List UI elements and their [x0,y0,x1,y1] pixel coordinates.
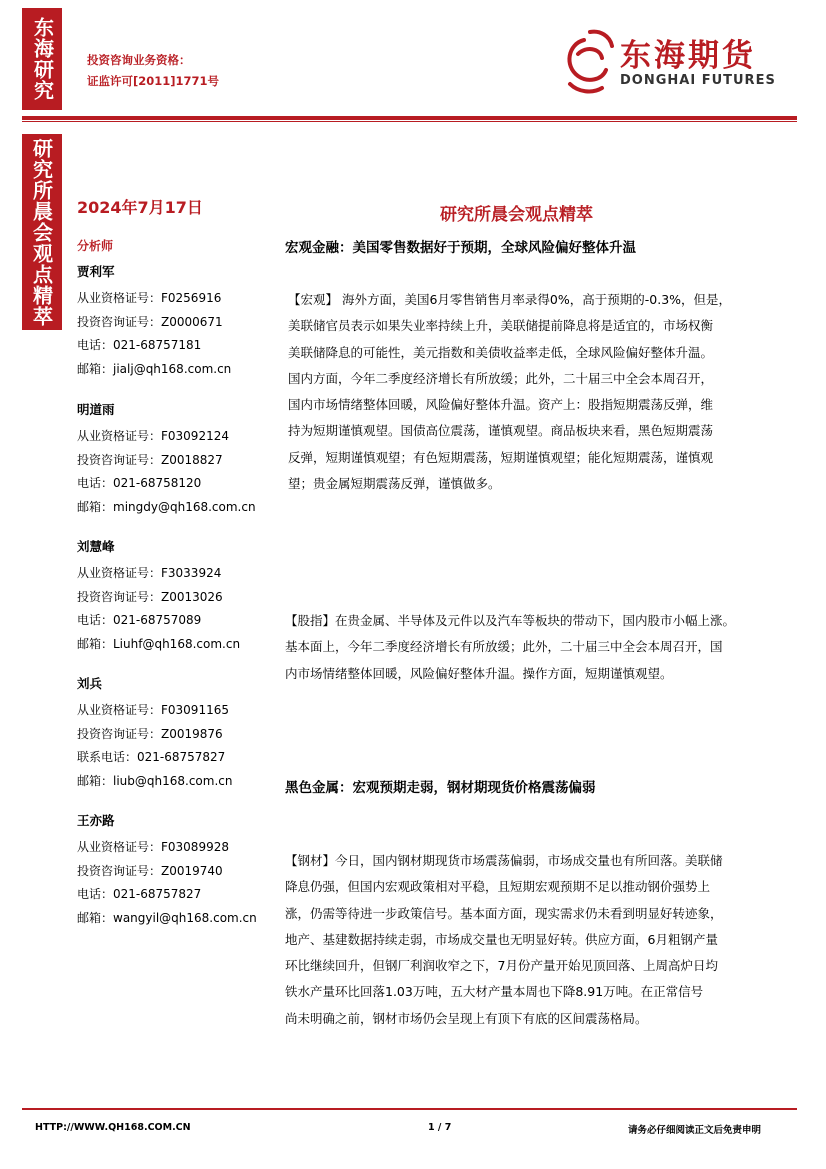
paragraph-line: 望；贵金属短期震荡反弹，谨慎做多。 [288,476,501,492]
paragraph-steel [285,848,800,1032]
paragraph-line: 基本面上，今年二季度经济增长有所放缓；此外，二十届三中全会本周召开，国 [285,639,723,655]
analyst-info-line: 邮箱：jialj@qh168.com.cn [77,361,232,376]
analyst-info-line: 电话：021-68758120 [77,476,202,490]
analyst-info-line: 从业资格证号：F03092124 [77,429,229,443]
main-title: 研究所晨会观点精萃 [440,205,593,225]
footer-divider [22,1108,797,1110]
analyst-name: 刘慧峰 [77,539,115,554]
paragraph-line: 美联储降息的可能性，美元指数和美债收益率走低，全球风险偏好整体升温。 [288,344,714,360]
report-date: 2024年7月17日 [77,198,203,217]
analyst-info-line: 邮箱：wangyil@qh168.com.cn [77,910,257,925]
header-divider-thin [22,121,797,122]
paragraph-line: 持为短期谨慎观望。国债高位震荡，谨慎观望。商品板块来看，黑色短期震荡 [288,423,714,439]
analyst-name: 刘兵 [77,676,103,691]
section-title-macro: 宏观金融：美国零售数据好于预期，全球风险偏好整体升温 [285,240,636,256]
section-title-ferrous: 黑色金属：宏观预期走弱，钢材期现货价格震荡偏弱 [285,780,596,796]
analyst-info-line: 投资咨询证号：Z0018827 [77,452,223,467]
side-label: 研究所晨会观点精萃 [22,134,62,330]
paragraph-line: 尚未明确之前，钢材市场仍会呈现上有顶下有底的区间震荡格局。 [285,1010,648,1026]
paragraph-line: 环比继续回升，但钢厂利润收窄之下，7月份产量开始见顶回落、上周高炉日均 [285,958,718,974]
paragraph-line: 【股指】在贵金属、半导体及元件以及汽车等板块的带动下，国内股市小幅上涨。 [285,613,736,628]
paragraph-line: 国内市场情绪整体回暖，风险偏好整体升温。资产上：股指短期震荡反弹，维 [288,397,714,413]
analyst-info-line: 从业资格证号：F0256916 [77,291,222,305]
qualification-line-2: 证监许可[2011]1771号 [87,74,220,88]
analyst-info-line: 电话：021-68757089 [77,613,202,627]
logo-text-cn: 东海期货 [620,38,756,74]
analyst-info-line: 投资咨询证号：Z0000671 [77,314,223,329]
paragraph-macro [288,287,798,497]
analyst-info-line: 联系电话：021-68757827 [77,750,226,764]
analyst-info-line: 邮箱：mingdy@qh168.com.cn [77,499,256,514]
analyst-info-line: 投资咨询证号：Z0019740 [77,863,223,878]
paragraph-line: 国内方面，今年二季度经济增长有所放缓；此外，二十届三中全会本周召开， [288,370,714,386]
paragraph-line: 美联储官员表示如果失业率持续上升，美联储提前降息将是适宜的，市场权衡 [288,318,714,334]
paragraph-line: 【钢材】今日，国内钢材期现货市场震荡偏弱，市场成交量也有所回落。美联储 [285,853,723,868]
analyst-info-line: 投资咨询证号：Z0019876 [77,726,223,741]
analyst-info-line: 从业资格证号：F3033924 [77,566,222,580]
logo-text-en: DONGHAI FUTURES [620,73,776,88]
analyst-name: 贾利军 [77,264,115,279]
analyst-info-line: 电话：021-68757827 [77,887,202,901]
paragraph-line: 涨，仍需等待进一步政策信号。基本面方面，现实需求仍未看到明显好转迹象， [285,905,723,921]
qualification-line-1: 投资咨询业务资格： [87,53,191,67]
analyst-name: 王亦路 [77,813,115,828]
paragraph-line: 内市场情绪整体回暖，风险偏好整体升温。操作方面，短期谨慎观望。 [285,665,673,681]
paragraph-line: 【宏观】 海外方面，美国6月零售销售月率录得0%，高于预期的-0.3%，但是， [288,292,732,307]
paragraph-index [285,608,800,687]
analysts-heading: 分析师 [77,239,114,253]
qualification-block [87,50,219,92]
disclaimer-note: 请务必仔细阅读正文后免责申明 [628,1125,762,1136]
header-divider [22,116,797,120]
paragraph-line: 铁水产量环比回落1.03万吨，五大材产量本周也下降8.91万吨。在正常信号 [285,984,704,1000]
paragraph-line: 地产、基建数据持续走弱，市场成交量也无明显好转。供应方面，6月粗钢产量 [285,931,718,947]
analyst-info-line: 从业资格证号：F03091165 [77,703,229,717]
analyst-info-line: 投资咨询证号：Z0013026 [77,589,223,604]
analyst-info-line: 电话：021-68757181 [77,338,202,352]
research-tag: 东海研究 [22,8,62,110]
paragraph-line: 反弹，短期谨慎观望；有色短期震荡，短期谨慎观望；能化短期震荡，谨慎观 [288,449,714,465]
footer-url-link[interactable]: HTTP://WWW.QH168.COM.CN [35,1122,191,1133]
analyst-info-line: 邮箱：Liuhf@qh168.com.cn [77,636,241,651]
analyst-info-line: 邮箱：liub@qh168.com.cn [77,773,233,788]
paragraph-line: 降息仍强，但国内宏观政策相对平稳，且短期宏观预期不足以推动钢价强势上 [285,879,711,895]
analyst-name: 明道雨 [77,402,115,417]
analyst-info-line: 从业资格证号：F03089928 [77,840,229,854]
page-number: 1 / 7 [428,1122,452,1133]
